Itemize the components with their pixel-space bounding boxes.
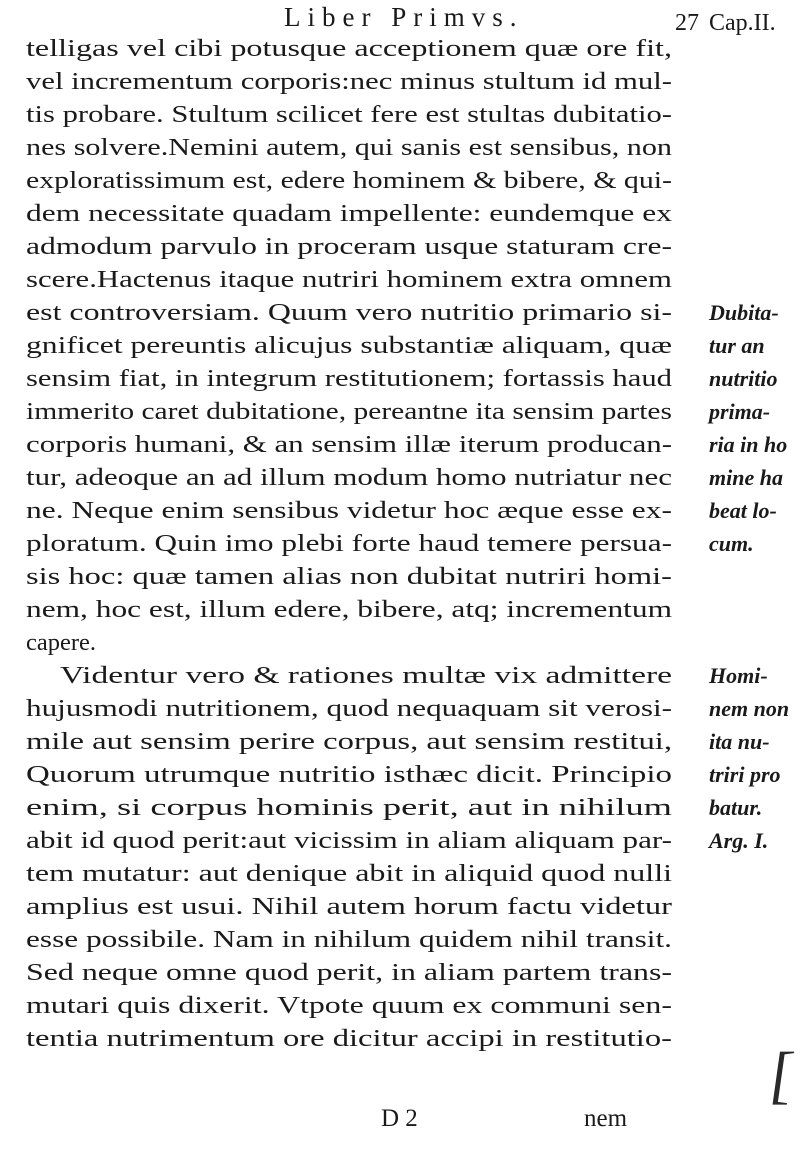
text-line: nes solvere.Nemini autem, qui sanis est sensibus, non <box>26 134 672 161</box>
margin-note: Dubita- <box>709 300 779 325</box>
text-line: ne. Neque enim sensibus videtur hoc æque esse ex- <box>26 497 672 524</box>
margin-note: mine ha <box>709 465 783 490</box>
signature-mark: D 2 <box>381 1105 418 1132</box>
margin-note: prima- <box>709 399 771 424</box>
running-title: Liber Primvs. <box>284 2 524 32</box>
text-line: esse possibile. Nam in nihilum quidem nihil transit. <box>26 926 672 953</box>
text-line: vel incrementum corporis:nec minus stultum id mul- <box>26 68 672 95</box>
text-line: dem necessitate quadam impellente: eundemque ex <box>26 200 672 227</box>
text-line: immerito caret dubitatione, pereantne ita sensim partes <box>26 398 672 425</box>
margin-note: ria in ho <box>709 432 788 457</box>
margin-note: ita nu- <box>709 729 770 754</box>
text-line: admodum parvulo in proceram usque staturam cre- <box>26 233 672 260</box>
margin-note: nutritio <box>709 366 778 391</box>
text-line: tem mutatur: aut denique abit in aliquid quod nulli <box>26 860 672 887</box>
text-line: tentia nutrimentum ore dicitur accipi in restitutio- <box>26 1025 672 1052</box>
text-line: exploratissimum est, edere hominem & bibere, & qui- <box>26 167 672 194</box>
text-line: nem, hoc est, illum edere, bibere, atq; incrementum <box>26 596 672 623</box>
text-line: gnificet pereuntis alicujus substantiæ aliquam, quæ <box>26 332 672 359</box>
margin-note: beat lo- <box>709 498 777 523</box>
text-line: Sed neque omne quod perit, in aliam partem trans- <box>26 959 672 986</box>
chapter-reference: Cap.II. <box>709 10 776 36</box>
text-line: corporis humani, & an sensim illæ iterum producan- <box>26 431 672 458</box>
text-line: est controversiam. Quum vero nutritio primario si- <box>26 299 672 326</box>
text-line: Videntur vero & rationes multæ vix admittere <box>60 662 672 689</box>
text-line: enim, si corpus hominis perit, aut in nihilum <box>26 794 672 821</box>
margin-note: batur. <box>709 795 763 820</box>
text-line: Quorum utrumque nutritio isthæc dicit. Principio <box>26 761 672 788</box>
text-line: hujusmodi nutritionem, quod nequaquam sit verosi- <box>26 695 672 722</box>
text-line: mile aut sensim perire corpus, aut sensim restitui, <box>26 728 672 755</box>
text-line: scere.Hactenus itaque nutriri hominem extra omnem <box>26 266 672 293</box>
page-number: 27 <box>675 10 699 36</box>
text-line: abit id quod perit:aut vicissim in aliam aliquam par- <box>26 827 672 854</box>
margin-note: cum. <box>709 531 754 556</box>
text-line: mutari quis dixerit. Vtpote quum ex communi sen- <box>26 992 672 1019</box>
corner-bracket-mark: [ <box>767 1039 799 1110</box>
text-line: tis probare. Stultum scilicet fere est stultas dubitatio- <box>26 101 672 128</box>
text-line: tur, adeoque an ad illum modum homo nutriatur nec <box>26 464 672 491</box>
text-line: sis hoc: quæ tamen alias non dubitat nutriri homi- <box>26 563 672 590</box>
margin-note: tur an <box>709 333 765 358</box>
catchword: nem <box>584 1105 628 1132</box>
margin-note: Arg. I. <box>709 828 769 853</box>
text-line: capere. <box>26 629 97 656</box>
page-footer <box>0 1105 800 1139</box>
text-line: sensim fiat, in integrum restitutionem; fortassis haud <box>26 365 672 392</box>
text-line: amplius est usui. Nihil autem horum factu videtur <box>26 893 672 920</box>
text-line: ploratum. Quin imo plebi forte haud temere persua- <box>26 530 672 557</box>
text-line: telligas vel cibi potusque acceptionem quæ ore fit, <box>26 35 672 62</box>
margin-note: triri pro <box>709 762 781 787</box>
margin-note: Homi- <box>709 663 768 688</box>
margin-note: nem non <box>709 696 790 721</box>
page-header <box>0 0 800 34</box>
